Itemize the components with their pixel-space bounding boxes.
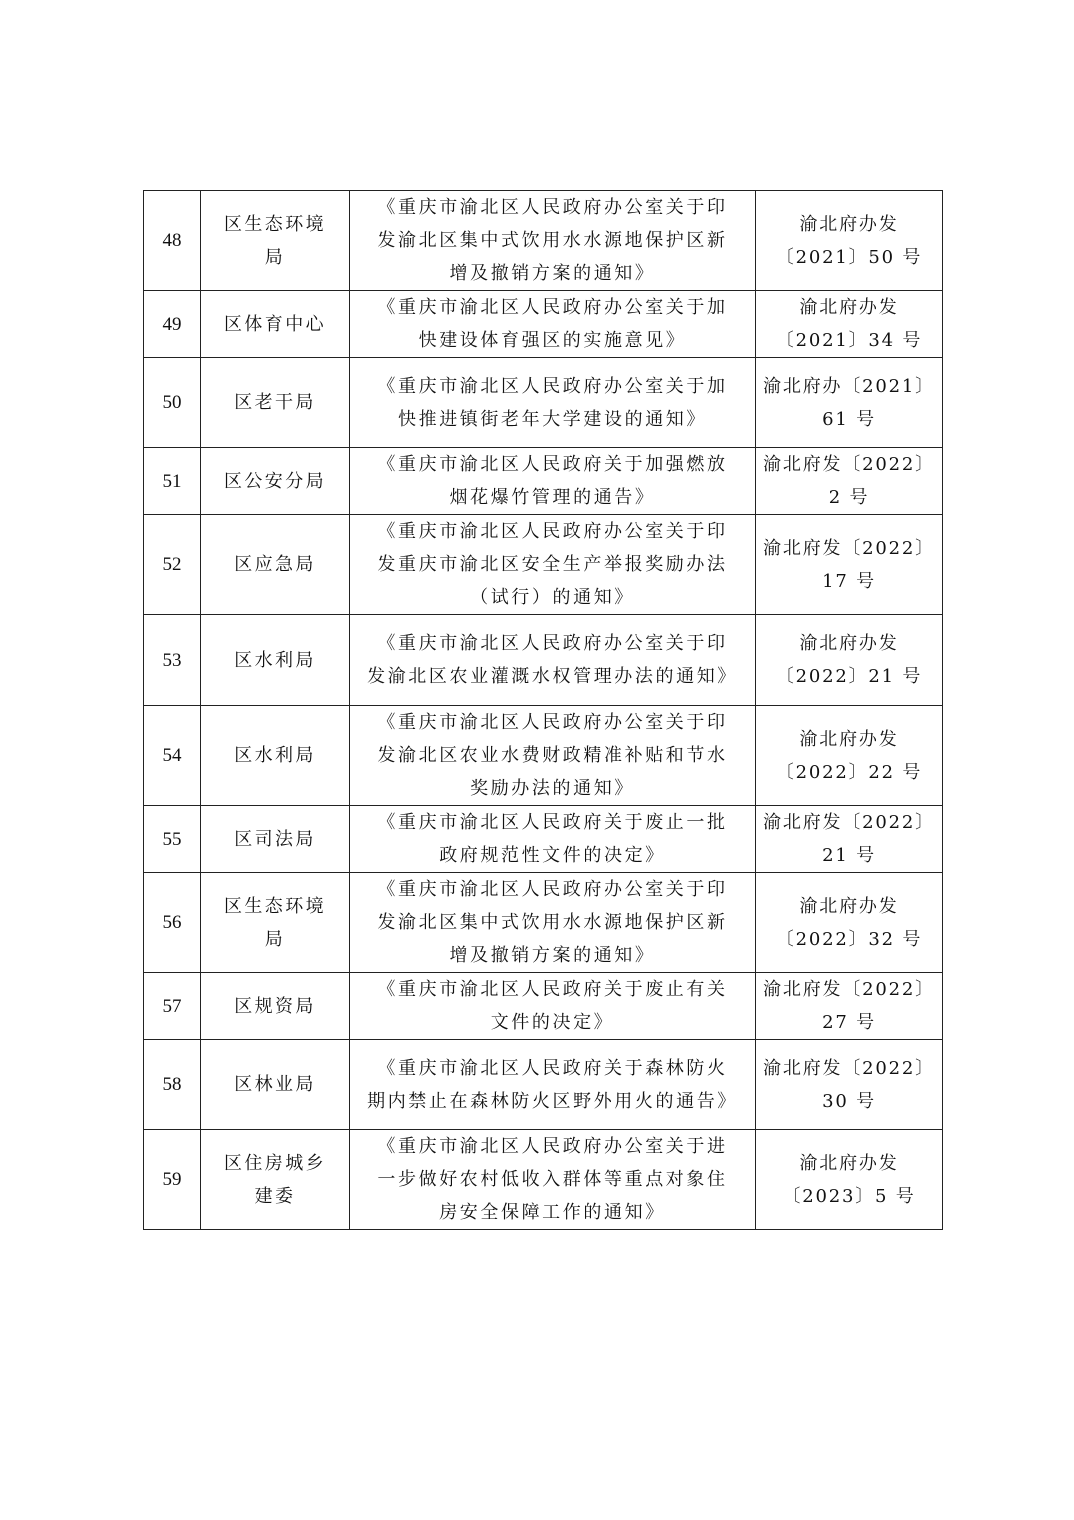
document-title-cell-line: 烟花爆竹管理的通告》 xyxy=(449,487,656,508)
table-row xyxy=(144,973,943,1040)
document-title-cell-line: 《重庆市渝北区人民政府办公室关于印 xyxy=(377,197,728,218)
document-number-cell xyxy=(756,291,943,358)
document-number-cell-line: 〔2021〕50 号 xyxy=(775,246,923,268)
department-cell-line: 局 xyxy=(264,928,286,950)
document-number-cell-line: 61 号 xyxy=(822,408,876,430)
row-number: 53 xyxy=(144,615,201,706)
department-cell-line: 区规资局 xyxy=(234,995,316,1017)
document-number-cell xyxy=(756,515,943,615)
document-number-cell-line: 渝北府办发 xyxy=(799,213,899,235)
department-cell-line: 区公安分局 xyxy=(224,470,326,492)
document-number-cell-line: 渝北府办发 xyxy=(799,633,899,654)
documents-table xyxy=(143,190,943,1230)
table-row xyxy=(144,1130,943,1230)
document-title-cell-line: 《重庆市渝北区人民政府办公室关于加 xyxy=(377,297,728,318)
department-cell xyxy=(201,291,350,358)
document-title-cell xyxy=(350,615,756,706)
department-cell xyxy=(201,973,350,1040)
row-number: 49 xyxy=(144,291,201,358)
department-cell-line: 区住房城乡 xyxy=(224,1152,326,1174)
row-number: 52 xyxy=(144,515,201,615)
document-number-cell xyxy=(756,873,943,973)
document-number-cell-line: 渝北府办发 xyxy=(799,1152,899,1174)
document-number-cell xyxy=(756,806,943,873)
department-cell-line: 区司法局 xyxy=(234,828,316,850)
document-title-cell xyxy=(350,191,756,291)
document-number-cell-line: 渝北府办发 xyxy=(799,297,899,318)
document-number-cell-line: 渝北府发〔2022〕 xyxy=(763,979,935,1000)
row-number: 56 xyxy=(144,873,201,973)
document-number-cell xyxy=(756,1130,943,1230)
document-title-cell-line: 《重庆市渝北区人民政府关于森林防火 xyxy=(377,1057,728,1079)
table-row xyxy=(144,191,943,291)
document-title-cell-line: （试行）的通知》 xyxy=(470,587,635,608)
document-title-cell-line: 《重庆市渝北区人民政府办公室关于印 xyxy=(377,633,728,654)
document-number-cell-line: 21 号 xyxy=(822,845,876,866)
document-title-cell xyxy=(350,358,756,448)
table-row xyxy=(144,448,943,515)
document-number-cell-line: 〔2022〕22 号 xyxy=(775,761,923,783)
document-number-cell-line: 27 号 xyxy=(822,1012,876,1033)
document-number-cell-line: 17 号 xyxy=(822,570,876,592)
document-title-cell-line: 《重庆市渝北区人民政府办公室关于印 xyxy=(377,879,728,900)
row-number: 50 xyxy=(144,358,201,448)
document-title-cell-line: 发渝北区农业水费财政精准补贴和节水 xyxy=(377,745,728,766)
table-row xyxy=(144,806,943,873)
row-number: 48 xyxy=(144,191,201,291)
department-cell-line: 区生态环境 xyxy=(224,213,326,235)
document-title-cell-line: 《重庆市渝北区人民政府关于加强燃放 xyxy=(377,454,728,475)
document-number-cell xyxy=(756,1040,943,1130)
department-cell xyxy=(201,615,350,706)
document-title-cell-line: 期内禁止在森林防火区野外用火的通告》 xyxy=(367,1090,738,1112)
row-number: 51 xyxy=(144,448,201,515)
document-title-cell-line: 一步做好农村低收入群体等重点对象住 xyxy=(377,1169,728,1190)
department-cell-line: 区老干局 xyxy=(234,392,316,413)
document-number-cell-line: 渝北府发〔2022〕 xyxy=(763,812,935,833)
document-title-cell xyxy=(350,806,756,873)
department-cell-line: 区水利局 xyxy=(234,745,316,766)
document-number-cell xyxy=(756,973,943,1040)
department-cell xyxy=(201,191,350,291)
document-number-cell-line: 〔2022〕21 号 xyxy=(775,666,923,687)
document-title-cell xyxy=(350,1130,756,1230)
table-row xyxy=(144,515,943,615)
department-cell xyxy=(201,515,350,615)
department-cell xyxy=(201,806,350,873)
table-row xyxy=(144,615,943,706)
document-title-cell xyxy=(350,1040,756,1130)
document-title-cell-line: 《重庆市渝北区人民政府关于废止一批 xyxy=(377,812,728,833)
document-title-cell-line: 增及撤销方案的通知》 xyxy=(449,263,656,284)
row-number: 59 xyxy=(144,1130,201,1230)
document-number-cell-line: 渝北府办发 xyxy=(799,728,899,750)
document-number-cell-line: 2 号 xyxy=(828,487,870,508)
document-number-cell-line: 渝北府发〔2022〕 xyxy=(763,454,935,475)
department-cell xyxy=(201,873,350,973)
document-number-cell-line: 渝北府发〔2022〕 xyxy=(763,1057,935,1079)
document-title-cell xyxy=(350,973,756,1040)
document-title-cell-line: 文件的决定》 xyxy=(490,1012,615,1033)
document-number-cell-line: 〔2023〕5 号 xyxy=(782,1185,916,1207)
document-title-cell-line: 《重庆市渝北区人民政府办公室关于进 xyxy=(377,1136,728,1157)
document-number-cell xyxy=(756,706,943,806)
row-number: 58 xyxy=(144,1040,201,1130)
document-title-cell-line: 政府规范性文件的决定》 xyxy=(439,845,666,866)
document-title-cell-line: 发渝北区集中式饮用水水源地保护区新 xyxy=(377,230,728,251)
document-title-cell xyxy=(350,515,756,615)
document-title-cell-line: 增及撤销方案的通知》 xyxy=(449,945,656,966)
document-title-cell xyxy=(350,448,756,515)
document-title-cell-line: 《重庆市渝北区人民政府关于废止有关 xyxy=(377,979,728,1000)
department-cell-line: 区体育中心 xyxy=(224,313,326,335)
row-number: 55 xyxy=(144,806,201,873)
department-cell-line: 局 xyxy=(264,246,286,268)
document-title-cell-line: 房安全保障工作的通知》 xyxy=(439,1202,666,1223)
department-cell-line: 区应急局 xyxy=(234,554,316,575)
document-number-cell-line: 〔2021〕34 号 xyxy=(775,330,923,351)
department-cell xyxy=(201,1130,350,1230)
department-cell xyxy=(201,706,350,806)
document-number-cell xyxy=(756,448,943,515)
document-number-cell-line: 渝北府办〔2021〕 xyxy=(763,375,935,397)
department-cell-line: 区水利局 xyxy=(234,649,316,671)
table-row xyxy=(144,1040,943,1130)
document-title-cell-line: 快建设体育强区的实施意见》 xyxy=(418,330,687,351)
row-number: 54 xyxy=(144,706,201,806)
row-number: 57 xyxy=(144,973,201,1040)
department-cell xyxy=(201,448,350,515)
document-number-cell-line: 渝北府发〔2022〕 xyxy=(763,537,935,559)
document-title-cell xyxy=(350,873,756,973)
document-title-cell-line: 《重庆市渝北区人民政府办公室关于印 xyxy=(377,521,728,542)
department-cell-line: 建委 xyxy=(254,1185,296,1207)
department-cell-line: 区生态环境 xyxy=(224,895,326,917)
document-number-cell-line: 30 号 xyxy=(822,1090,876,1112)
department-cell xyxy=(201,1040,350,1130)
document-number-cell xyxy=(756,358,943,448)
document-title-cell-line: 《重庆市渝北区人民政府办公室关于加 xyxy=(377,375,728,397)
document-title-cell xyxy=(350,291,756,358)
document-title-cell xyxy=(350,706,756,806)
document-number-cell xyxy=(756,615,943,706)
document-number-cell-line: 渝北府办发 xyxy=(799,895,899,917)
document-title-cell-line: 发渝北区农业灌溉水权管理办法的通知》 xyxy=(367,666,738,687)
table-row xyxy=(144,358,943,448)
document-number-cell xyxy=(756,191,943,291)
table-row xyxy=(144,291,943,358)
document-number-cell-line: 〔2022〕32 号 xyxy=(775,928,923,950)
document-title-cell-line: 奖励办法的通知》 xyxy=(470,778,635,799)
table-row xyxy=(144,706,943,806)
document-title-cell-line: 发渝北区集中式饮用水水源地保护区新 xyxy=(377,912,728,933)
document-title-cell-line: 快推进镇街老年大学建设的通知》 xyxy=(398,408,707,430)
document-title-cell-line: 《重庆市渝北区人民政府办公室关于印 xyxy=(377,712,728,733)
department-cell xyxy=(201,358,350,448)
document-title-cell-line: 发重庆市渝北区安全生产举报奖励办法 xyxy=(377,554,728,575)
table-row xyxy=(144,873,943,973)
department-cell-line: 区林业局 xyxy=(234,1074,316,1095)
